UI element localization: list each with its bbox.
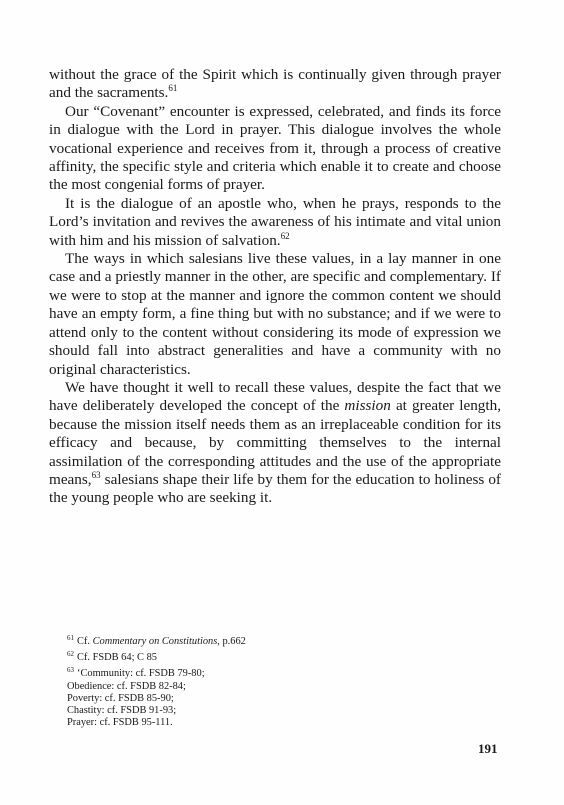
footnote-text: Chastity: cf. FSDB 91-93;	[67, 705, 177, 717]
footnote-text: ‘Community: cf. FSDB 79-80;	[77, 668, 205, 680]
footnote-ref-63: 63	[91, 469, 101, 480]
paragraph-4	[49, 250, 501, 379]
footnotes	[67, 632, 447, 729]
footnote-text: Prayer: cf. FSDB 95-111.	[67, 717, 173, 729]
page-number: 191	[478, 741, 498, 756]
paragraph-text: at greater length, because the mission itself needs them as an irreplaceable condition for its efficacy and because, by committing themselves to the internal assimilation of the corresponding attitudes and the use of the appropriate means,	[49, 397, 501, 488]
footnote-61	[67, 632, 447, 648]
footnote-ref-62: 62	[280, 230, 290, 241]
paragraph-1	[49, 66, 501, 103]
paragraph-3	[49, 195, 501, 250]
footnote-text: Poverty: cf. FSDB 85-90;	[67, 692, 174, 704]
footnote-number: 62	[67, 650, 74, 659]
footnote-63-poverty	[67, 693, 447, 705]
paragraph-text: without the grace of the Spirit which is continually given through prayer and the sacraments.	[49, 66, 501, 102]
paragraph-text: salesians shape their life by them for the education to holiness of the young people who are seeking it.	[49, 470, 501, 507]
paragraph-5	[49, 379, 501, 508]
footnote-62	[67, 648, 447, 664]
body-text	[49, 66, 501, 508]
paragraph-text: We have thought it well to recall these values, despite the fact that we have deliberately developed the concept of the	[49, 378, 501, 415]
footnote-text: Obedience: cf. FSDB 82-84;	[67, 680, 186, 692]
emphasis-mission: mission	[344, 397, 391, 415]
footnote-63-chastity	[67, 705, 447, 717]
paragraph-2	[49, 103, 501, 195]
footnote-ref-61: 61	[168, 83, 178, 94]
footnote-63-prayer	[67, 717, 447, 729]
paragraph-text: The ways in which salesians live these values, in a lay manner in one case and a priestly manner in the other, are specific and complementary. If we were to stop at the manner and ignore the common content we should have an empty form, a fine thing but with no substance; and if we were to attend only to the content without considering its mode of expression we should fall into abstract generalities and have a community with no original characteristics.	[49, 250, 501, 378]
footnote-63	[67, 664, 447, 680]
footnote-number: 61	[67, 634, 74, 642]
footnote-63-obedience	[67, 681, 447, 693]
footnote-text: Cf. FSDB 64; C 85	[77, 652, 157, 664]
footnote-title: Commentary on Constitutions,	[92, 636, 220, 647]
footnote-text: Cf.	[77, 636, 93, 647]
footnote-number: 63	[67, 666, 74, 675]
paragraph-text: Our “Covenant” encounter is expressed, celebrated, and finds its force in dialogue with the Lord in prayer. This dialogue involves the whole vocational experience and receives from it, through a process of creative affinity, the specific style and criteria which enable it to create and choose the most congenial forms of prayer.	[49, 102, 501, 194]
paragraph-text: It is the dialogue of an apostle who, when he prays, responds to the Lord’s invitation and revives the awareness of his intimate and vital union with him and his mission of salvation.	[49, 194, 501, 249]
footnote-text: p.662	[219, 636, 246, 647]
